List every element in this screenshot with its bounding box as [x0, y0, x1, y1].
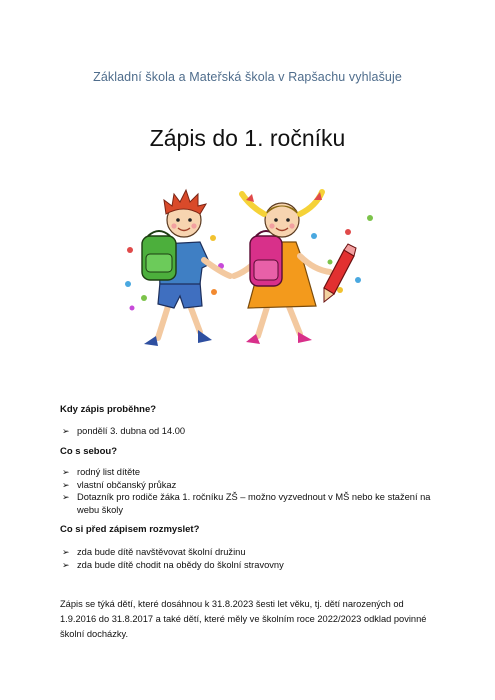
list-item-text: Dotazník pro rodiče žáka 1. ročníku ZŠ – možno vyzvednout v MŠ nebo ke stažení na webu školy: [77, 492, 431, 515]
children-with-backpacks-illustration: [118, 180, 383, 360]
list-item-text: zda bude dítě chodit na obědy do školní stravovny: [77, 559, 284, 570]
boy-figure: [142, 190, 230, 346]
arrow-bullet-icon: ➢: [62, 426, 70, 436]
page-title: Zápis do 1. ročníku: [149, 125, 346, 151]
list-item-text: vlastní občanský průkaz: [77, 479, 177, 490]
list-item: [60, 491, 440, 516]
arrow-bullet-icon: ➢: [62, 492, 70, 503]
arrow-bullet-icon: ➢: [62, 547, 70, 557]
list-item-text: pondělí 3. dubna od 14.00: [77, 426, 186, 436]
list-item: [60, 559, 440, 572]
subtitle: Základní škola a Mateřská škola v Rapšachu vyhlašuje: [93, 70, 402, 84]
list-item-text: rodný list dítěte: [77, 467, 141, 477]
arrow-bullet-icon: ➢: [62, 467, 70, 477]
list-item: [60, 425, 440, 438]
list-item: [60, 479, 440, 492]
list-item: [60, 546, 440, 559]
list-what-to-bring: [60, 466, 440, 516]
enrollment-eligibility-paragraph: Zápis se týká dětí, které dosáhnou k 31.8.2023 šesti let věku, tj. dětí narozených od 1.9.2016 do 31.8.2017 a také dětí, které měly ve školním roce 2022/2023 odklad povinné školní docházky.: [60, 599, 427, 639]
question-when: Kdy zápis proběhne?: [60, 404, 157, 415]
girl-figure: [234, 192, 356, 344]
arrow-bullet-icon: ➢: [62, 479, 70, 490]
question-what-to-bring: Co s sebou?: [60, 446, 118, 457]
question-what-to-consider: Co si před zápisem rozmyslet?: [60, 524, 200, 535]
list-what-to-consider: [60, 546, 440, 571]
arrow-bullet-icon: ➢: [62, 559, 70, 570]
list-item: [60, 466, 440, 479]
list-when: [60, 425, 440, 438]
list-item-text: zda bude dítě navštěvovat školní družinu: [77, 547, 246, 557]
